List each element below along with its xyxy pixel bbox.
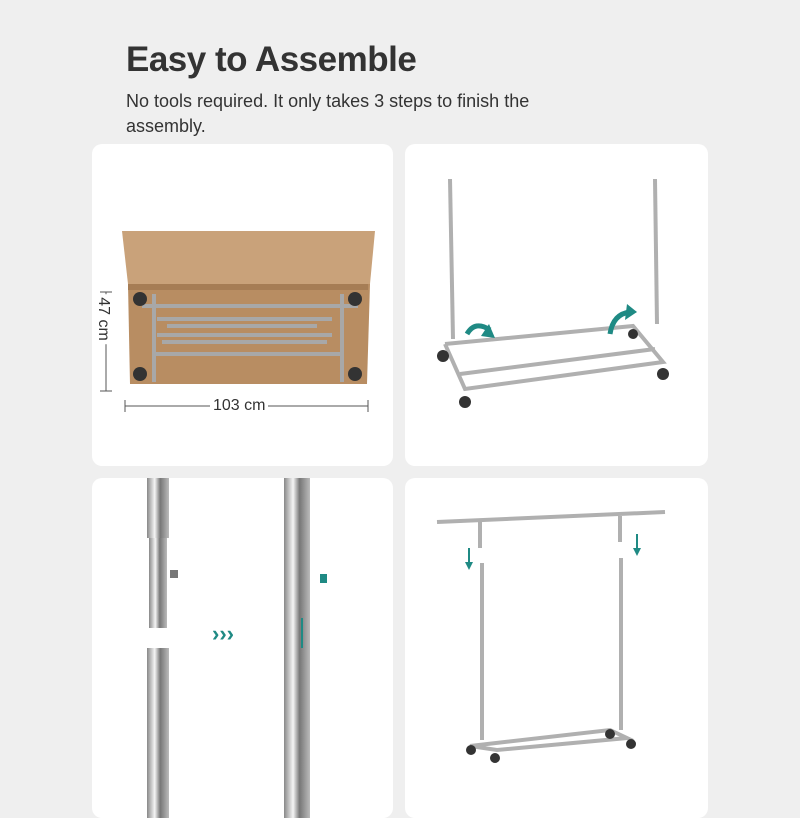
step-3-attach-top-bar-panel xyxy=(405,478,708,818)
down-arrow-icon xyxy=(633,548,641,556)
page-subtitle: No tools required. It only takes 3 steps to finish the assembly. xyxy=(126,91,530,136)
package-dimensions-panel xyxy=(92,144,393,466)
open-box-illustration xyxy=(92,144,393,466)
step-2-connect-tubes-panel xyxy=(92,478,393,818)
height-dimension-label: 47 cm xyxy=(94,294,112,344)
chevrons-right-icon: ››› xyxy=(212,621,234,646)
tube-connection-illustration xyxy=(92,478,393,818)
step-1-unfold-panel xyxy=(405,144,708,466)
rack-top-bar-illustration xyxy=(405,478,708,818)
down-arrow-icon xyxy=(465,562,473,570)
rack-unfold-illustration xyxy=(405,144,708,466)
page-title: Easy to Assemble xyxy=(126,40,417,79)
width-dimension-label: 103 cm xyxy=(210,397,268,415)
